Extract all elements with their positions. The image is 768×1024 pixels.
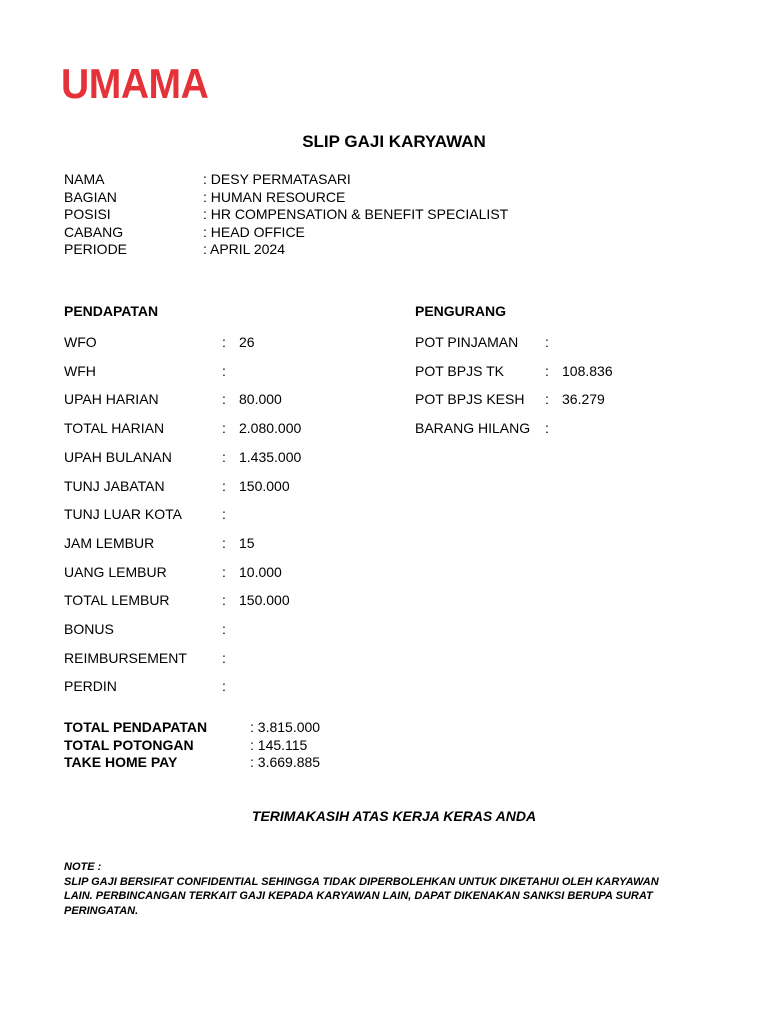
- pendapatan-sep: :: [222, 592, 226, 609]
- info-label-periode: PERIODE: [64, 241, 128, 257]
- pengurang-sep: :: [545, 334, 549, 350]
- pengurang-label: POT BPJS TK: [415, 362, 504, 379]
- pendapatan-sep: :: [222, 477, 226, 494]
- pendapatan-value: 1.435.000: [239, 448, 302, 465]
- info-value-cabang: : HEAD OFFICE: [203, 223, 305, 240]
- info-label-bagian: BAGIAN: [64, 188, 117, 205]
- pendapatan-sep: :: [222, 506, 226, 523]
- pendapatan-value: 15: [239, 534, 255, 551]
- page-title: SLIP GAJI KARYAWAN: [302, 132, 486, 151]
- pengurang-value: 36.279: [562, 391, 605, 408]
- pendapatan-sep: :: [222, 448, 226, 465]
- pendapatan-label: TOTAL HARIAN: [64, 420, 165, 437]
- pendapatan-value: 2.080.000: [239, 420, 302, 437]
- total-potongan-label: TOTAL POTONGAN: [64, 736, 194, 753]
- pendapatan-label: WFO: [64, 334, 97, 350]
- pengurang-sep: :: [545, 420, 549, 437]
- info-value-posisi: : HR COMPENSATION & BENEFIT SPECIALIST: [203, 206, 509, 222]
- pendapatan-sep: :: [222, 621, 226, 637]
- total-pendapatan-label: TOTAL PENDAPATAN: [64, 719, 208, 735]
- pengurang-label: POT PINJAMAN: [415, 334, 519, 350]
- pendapatan-label: UPAH HARIAN: [64, 391, 159, 408]
- company-logo: UMAMA: [61, 60, 209, 107]
- note-heading: NOTE :: [64, 861, 102, 873]
- pengurang-sep: :: [545, 362, 549, 379]
- pendapatan-label: UPAH BULANAN: [64, 448, 172, 465]
- pendapatan-label: PERDIN: [64, 678, 117, 695]
- pendapatan-label: WFH: [64, 362, 96, 379]
- pendapatan-heading: PENDAPATAN: [64, 303, 159, 319]
- pendapatan-value: 26: [239, 334, 255, 350]
- pendapatan-sep: :: [222, 678, 226, 695]
- note-line: LAIN. PERBINCANGAN TERKAIT GAJI KEPADA KARYAWAN LAIN, DAPAT DIKENAKAN SANKSI BERUPA SURAT: [64, 890, 653, 902]
- pendapatan-sep: :: [222, 334, 226, 350]
- pendapatan-value: 150.000: [239, 477, 290, 494]
- pendapatan-sep: :: [222, 362, 226, 379]
- note-block: [64, 860, 714, 918]
- take-home-pay-value: : 3.669.885: [250, 754, 321, 770]
- pengurang-label: POT BPJS KESH: [415, 391, 525, 408]
- pendapatan-label: REIMBURSEMENT: [64, 649, 187, 666]
- pengurang-value: 108.836: [562, 362, 613, 379]
- info-value-bagian: : HUMAN RESOURCE: [203, 188, 346, 205]
- pendapatan-value: 80.000: [239, 391, 282, 408]
- info-value-nama: : DESY PERMATASARI: [203, 171, 351, 187]
- pengurang-heading: PENGURANG: [415, 303, 507, 319]
- note-line: PERINGATAN.: [64, 904, 139, 917]
- pendapatan-label: BONUS: [64, 621, 114, 637]
- pendapatan-value: 10.000: [239, 563, 282, 580]
- pendapatan-label: TUNJ JABATAN: [64, 477, 165, 494]
- note-line: SLIP GAJI BERSIFAT CONFIDENTIAL SEHINGGA TIDAK DIPERBOLEHKAN UNTUK DIKETAHUI OLEH KARYAWAN: [64, 875, 659, 888]
- pengurang-label: BARANG HILANG: [415, 420, 531, 437]
- pendapatan-sep: :: [222, 649, 226, 666]
- pendapatan-label: TOTAL LEMBUR: [64, 592, 170, 609]
- pengurang-sep: :: [545, 391, 549, 408]
- pendapatan-sep: :: [222, 420, 226, 437]
- info-label-posisi: POSISI: [64, 206, 111, 222]
- info-label-nama: NAMA: [64, 171, 105, 187]
- pendapatan-sep: :: [222, 534, 226, 551]
- info-label-cabang: CABANG: [64, 223, 124, 240]
- total-pendapatan-value: : 3.815.000: [250, 719, 321, 735]
- pendapatan-label: TUNJ LUAR KOTA: [64, 506, 182, 523]
- take-home-pay-label: TAKE HOME PAY: [64, 754, 178, 770]
- pendapatan-value: 150.000: [239, 592, 290, 609]
- pendapatan-label: UANG LEMBUR: [64, 563, 167, 580]
- pendapatan-label: JAM LEMBUR: [64, 534, 155, 551]
- pendapatan-sep: :: [222, 391, 226, 408]
- thanks-message: TERIMAKASIH ATAS KERJA KERAS ANDA: [251, 808, 537, 824]
- total-potongan-value: : 145.115: [250, 736, 308, 753]
- pendapatan-sep: :: [222, 563, 226, 580]
- info-value-periode: : APRIL 2024: [203, 241, 285, 257]
